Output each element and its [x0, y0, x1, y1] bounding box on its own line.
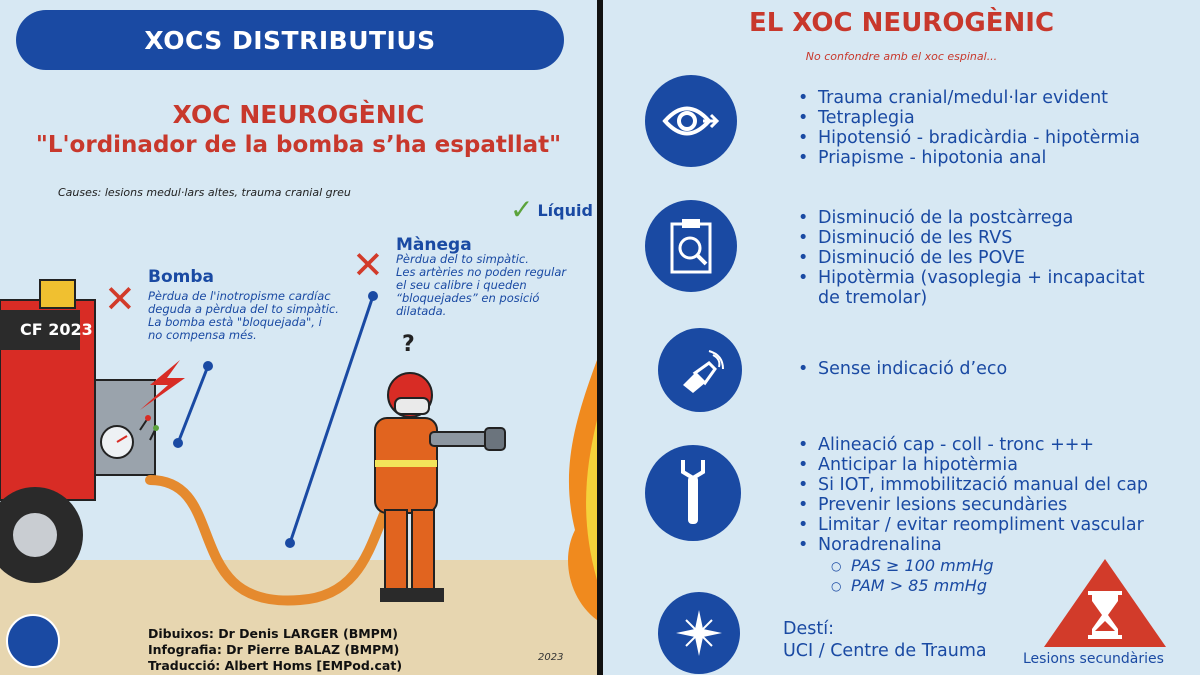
sub-list-item: ○ PAM > 85 mmHg — [831, 576, 994, 596]
list-item-continuation: de tremolar) — [818, 288, 928, 308]
hose-description — [396, 253, 566, 318]
list-item: • Alineació cap - coll - tronc +++ — [798, 435, 1148, 455]
credit-line: Infografia: Dr Pierre BALAZ (BMPM) — [148, 642, 400, 657]
destination-value: UCI / Centre de Trauma — [783, 641, 987, 661]
hose-cross-icon: ✕ — [352, 243, 384, 287]
truck-label: CF 2023 — [20, 320, 93, 339]
hourglass-warning-icon — [1040, 555, 1170, 651]
list-item: • Limitar / evitar reompliment vascular — [798, 515, 1148, 535]
pump-cross-icon: ✕ — [104, 277, 136, 321]
compass-icon — [658, 592, 740, 674]
liquid-text: Líquid — [537, 200, 593, 220]
list-item: • Disminució de les RVS — [798, 228, 1145, 248]
list-item: • Noradrenalina — [798, 535, 1148, 555]
marins-pompiers-logo — [6, 614, 60, 668]
eye-icon — [645, 75, 737, 167]
list-item: • Trauma cranial/medul·lar evident — [798, 88, 1140, 108]
list-item: • Si IOT, immobilització manual del cap — [798, 475, 1148, 495]
list-item: • Disminució de les POVE — [798, 248, 1145, 268]
wrench-icon — [645, 445, 741, 541]
pump-label: Bomba — [148, 267, 214, 287]
pump-line: deguda a pèrdua del to simpàtic. — [148, 302, 339, 316]
hose-line: Les artèries no poden regular — [396, 265, 567, 279]
credits — [148, 626, 402, 674]
destination-label: Destí: — [783, 619, 834, 639]
right-panel — [603, 0, 1200, 675]
list-item: • Disminució de la postcàrrega — [798, 208, 1145, 228]
causes-text: Causes: lesions medul·lars altes, trauma cranial greu — [58, 186, 351, 199]
left-subtitle: "L'ordinador de la bomba s’ha espatllat" — [35, 132, 562, 158]
right-title: EL XOC NEUROGÈNIC — [748, 8, 1055, 38]
pump-line: no compensa més. — [148, 328, 257, 342]
hose-line: dilatada. — [396, 304, 447, 318]
list-item: • Hipotensió - bradicàrdia - hipotèrmia — [798, 128, 1140, 148]
section-physiology-list — [798, 208, 1145, 288]
left-panel — [0, 0, 597, 675]
hose-line: “bloquejades” en posició — [396, 291, 540, 305]
credit-line: Traducció: Albert Homs [EMPod.cat) — [148, 658, 403, 673]
list-item: • Priapisme - hipotonia anal — [798, 148, 1140, 168]
list-item: • Prevenir lesions secundàries — [798, 495, 1148, 515]
section-echo-list — [798, 359, 1007, 379]
check-icon: ✓ — [510, 193, 534, 226]
hose-label: Mànega — [396, 235, 472, 255]
sub-list-item: ○ PAS ≥ 100 mmHg — [831, 556, 994, 576]
pump-line: La bomba està "bloquejada", i — [148, 315, 322, 329]
signature: 2023 — [538, 652, 564, 663]
hose-line: Pèrdua del to simpàtic. — [396, 252, 529, 266]
warning-label: Lesions secundàries — [1023, 651, 1164, 667]
section-signs-list — [798, 88, 1140, 168]
pump-description — [148, 290, 339, 342]
right-subtitle: No confondre amb el xoc espinal... — [805, 50, 998, 63]
list-item: • Hipotèrmia (vasoplegia + incapacitat — [798, 268, 1145, 288]
credit-line: Dibuixos: Dr Denis LARGER (BMPM) — [148, 626, 398, 641]
list-item: • Sense indicació d’eco — [798, 359, 1007, 379]
ultrasound-probe-icon — [658, 328, 742, 412]
question-mark: ? — [402, 332, 415, 357]
section-management-list — [798, 435, 1148, 555]
hose-line: el seu calibre i queden — [396, 278, 527, 292]
banner-text: XOCS DISTRIBUTIUS — [144, 25, 436, 55]
left-title: XOC NEUROGÈNIC — [172, 100, 425, 129]
list-item: • Anticipar la hipotèrmia — [798, 455, 1148, 475]
pump-line: Pèrdua de l'inotropisme cardíac — [148, 289, 331, 303]
list-item: • Tetraplegia — [798, 108, 1140, 128]
noradrenaline-targets — [831, 556, 994, 596]
clipboard-search-icon — [645, 200, 737, 292]
destination — [783, 618, 987, 662]
